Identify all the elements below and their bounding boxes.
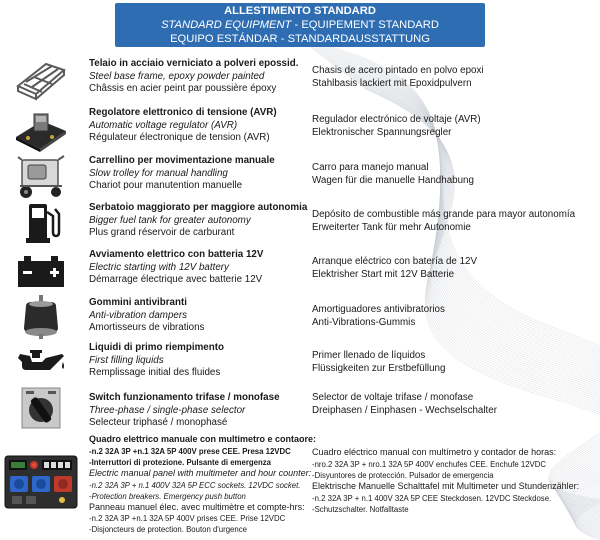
feature-title-es: Primer llenado de líquidos: [312, 350, 426, 361]
feature-title-de: Anti-Vibrations-Gummis: [312, 316, 416, 328]
rubber-damper-icon: [12, 294, 70, 340]
feature-title-de: Wagen für die manuelle Handhabung: [312, 174, 474, 186]
control-panel-title-en: Electric manual panel with multimeter and hour counter:: [89, 467, 312, 478]
feature-text-fuel-tank-es-de: [312, 209, 575, 234]
feature-text-dampers: [89, 297, 204, 335]
feature-title-en: Steel base frame, epoxy powder painted: [89, 70, 265, 82]
control-panel-de-line1: -n.2 32A 3P + n.1 400V 32A 5P CEE Steckdosen. 12VDC Steckdose.: [312, 493, 552, 503]
feature-title-fr: Remplissage initial des fluides: [89, 367, 221, 379]
control-panel-it-line2: -Interruttori di protezione. Pulsante di emergenza: [89, 457, 271, 467]
feature-title-en: First filling liquids: [89, 354, 164, 366]
feature-title-it: Carrellino per movimentazione manuale: [89, 155, 275, 166]
feature-title-es: Amortiguadores antivibratorios: [312, 304, 445, 315]
feature-title-fr: Régulateur électronique de tension (AVR): [89, 132, 270, 144]
phase-selector-icon: [12, 386, 70, 432]
control-panel-title-de: Elektrische Manuelle Schalttafel mit Multimeter und Stundenzähler:: [312, 480, 580, 491]
control-panel-title-es: Cuadro eléctrico manual con multímetro y contador de horas:: [312, 447, 557, 457]
control-panel-icon: [4, 454, 78, 510]
control-panel-en-line2: -Protection breakers. Emergency push button: [89, 491, 246, 501]
control-panel-de-line2: -Schutzschalter. Notfalltaste: [312, 504, 409, 514]
fuel-pump-icon: [12, 200, 70, 246]
header-subtitle-line2: EQUIPO ESTÁNDAR - STANDARDAUSSTATTUNG: [170, 33, 430, 45]
feature-title-en: Bigger fuel tank for greater autonomy: [89, 214, 251, 226]
battery-icon: [12, 248, 70, 294]
feature-text-trolley-es-de: [312, 162, 474, 187]
feature-title-fr: Amortisseurs de vibrations: [89, 322, 205, 334]
trolley-icon: [12, 154, 70, 200]
control-panel-it-line1: -n.2 32A 3P +n.1 32A 5P 400V prese CEE. Presa 12VDC: [89, 446, 291, 456]
control-panel-es-line1: -nro.2 32A 3P + nro.1 32A 5P 400V enchufes CEE. Enchufe 12VDC: [312, 459, 546, 469]
feature-title-de: Flüssigkeiten zur Erstbefüllung: [312, 362, 446, 374]
control-panel-fr-line2: -Disjoncteurs de protection. Bouton d'urgence: [89, 525, 247, 535]
feature-text-battery-es-de: [312, 256, 477, 281]
feature-title-it: Serbatoio maggiorato per maggiore autonomia: [89, 202, 308, 213]
feature-title-de: Elektronischer Spannungsregler: [312, 126, 452, 138]
feature-title-fr: Démarrage électrique avec batterie 12V: [89, 274, 263, 286]
control-panel-title-fr: Panneau manuel élec. avec multimètre et compte-hrs:: [89, 501, 305, 512]
avr-regulator-icon: [12, 107, 70, 153]
feature-title-it: Gommini antivibranti: [89, 297, 187, 308]
feature-text-control-panel-es-de: [312, 447, 579, 515]
feature-title-es: Depósito de combustible más grande para mayor autonomía: [312, 209, 576, 220]
feature-title-it: Switch funzionamento trifase / monofase: [89, 392, 280, 403]
feature-title-fr: Chariot pour manutention manuelle: [89, 180, 243, 192]
feature-title-es: Regulador electrónico de voltaje (AVR): [312, 114, 481, 125]
feature-title-es: Arranque eléctrico con batería de 12V: [312, 256, 478, 267]
feature-title-es: Carro para manejo manual: [312, 162, 429, 173]
feature-text-phase-selector: [89, 392, 280, 430]
feature-text-steel-frame: [89, 58, 298, 96]
header-subtitle-line1: [115, 18, 485, 32]
feature-title-en: Slow trolley for manual handling: [89, 167, 228, 179]
feature-title-en: Anti-vibration dampers: [89, 309, 188, 321]
steel-frame-icon: [12, 56, 70, 102]
header-title: ALLESTIMENTO STANDARD: [224, 5, 376, 17]
feature-text-avr-es-de: [312, 114, 481, 139]
feature-title-en: Three-phase / single-phase selector: [89, 404, 246, 416]
feature-text-steel-frame-es-de: [312, 65, 484, 90]
feature-title-it: Liquidi di primo riempimento: [89, 342, 224, 353]
feature-text-fluids: [89, 342, 224, 380]
feature-title-es: Selector de voltaje trifase / monofase: [312, 392, 474, 403]
header-subtitle-fr: EQUIPEMENT STANDARD: [301, 19, 439, 31]
feature-text-battery: [89, 249, 263, 287]
feature-title-de: Erweiterter Tank für mehr Autonomie: [312, 221, 471, 233]
header-subtitle-en: STANDARD EQUIPMENT: [161, 19, 292, 31]
feature-title-it: Regolatore elettronico di tensione (AVR): [89, 107, 277, 118]
feature-title-de: Dreiphasen / Einphasen - Wechselschalter: [312, 404, 497, 416]
control-panel-fr-line1: -n.2 32A 3P +n.1 32A 5P 400V prises CEE. Prise 12VDC: [89, 514, 286, 524]
feature-title-it: Telaio in acciaio verniciato a polveri epossid.: [89, 58, 299, 69]
control-panel-title-it: Quadro elettrico manuale con multimetro e contaore:: [89, 434, 317, 444]
feature-title-en: Automatic voltage regulator (AVR): [89, 119, 238, 131]
feature-text-dampers-es-de: [312, 304, 445, 329]
feature-title-en: Electric starting with 12V battery: [89, 261, 229, 273]
feature-title-fr: Selecteur triphasé / monophasé: [89, 417, 228, 429]
control-panel-en-line1: -n.2 32A 3P + n.1 400V 32A 5P ECC sockets. 12VDC socket.: [89, 480, 301, 490]
header-banner: [115, 3, 485, 47]
feature-title-de: Stahlbasis lackiert mit Epoxidpulvern: [312, 77, 472, 89]
feature-title-fr: Plus grand réservoir de carburant: [89, 227, 235, 239]
feature-text-trolley: [89, 155, 275, 193]
feature-text-avr: [89, 107, 277, 145]
feature-title-it: Avviamento elettrico con batteria 12V: [89, 249, 264, 260]
feature-text-fuel-tank: [89, 202, 307, 240]
oil-can-icon: [12, 340, 70, 386]
feature-text-fluids-es-de: [312, 350, 445, 375]
feature-text-control-panel: [89, 434, 316, 535]
header-separator: -: [291, 19, 302, 31]
feature-title-es: Chasis de acero pintado en polvo epoxi: [312, 65, 484, 76]
feature-title-de: Elektrisher Start mit 12V Batterie: [312, 268, 455, 280]
control-panel-es-line2: -Disyuntores de protección. Pulsador de emergencia: [312, 470, 494, 480]
feature-title-fr: Châssis en acier peint par poussière époxy: [89, 83, 277, 95]
feature-text-phase-selector-es-de: [312, 392, 497, 417]
